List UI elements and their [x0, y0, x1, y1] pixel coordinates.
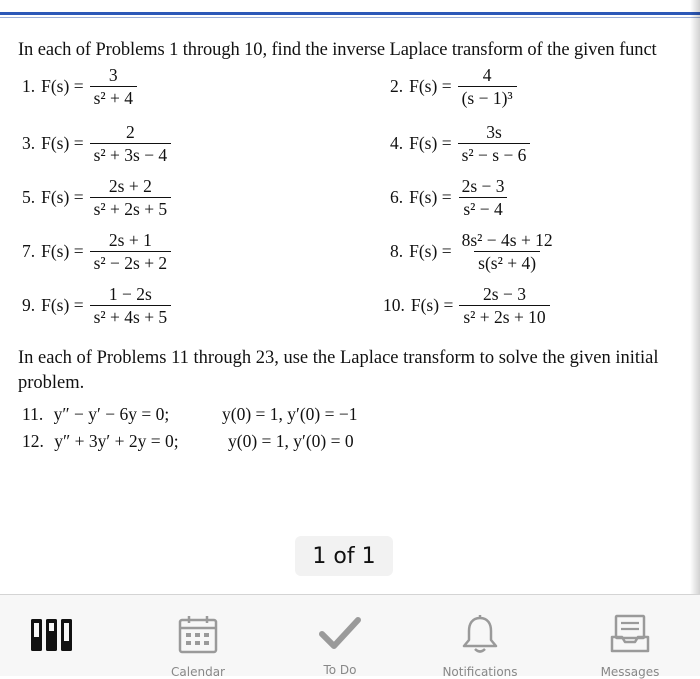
problems-11-23-instructions: [18, 346, 700, 396]
tab-label: Notifications: [442, 665, 518, 679]
problem-number: 10.: [383, 295, 405, 316]
problem-number: 6.: [390, 187, 404, 208]
problem-1: [22, 65, 137, 108]
problems-1-10-instructions: In each of Problems 1 through 10, find the inverse Laplace transform of the given funct: [18, 40, 657, 60]
fraction: [90, 122, 172, 165]
checkmark-icon: [316, 613, 364, 653]
numerator: 4: [482, 65, 492, 85]
fraction: [459, 284, 549, 327]
problem-6: [390, 176, 509, 219]
dashboard-icon: [28, 613, 76, 657]
numerator: 2: [126, 122, 135, 142]
denominator: s(s² + 4): [474, 251, 540, 273]
tab-calendar[interactable]: [138, 595, 258, 679]
instruction-line: problem.: [18, 373, 85, 393]
problem-number: 8.: [390, 241, 404, 262]
problem-number: 4.: [390, 133, 404, 154]
inbox-icon: [606, 613, 654, 655]
problem-lhs: F(s) =: [409, 76, 452, 97]
problem-12: [22, 431, 354, 452]
problem-number: 11.: [22, 404, 44, 424]
problem-11: [22, 404, 358, 425]
denominator: s² + 2s + 10: [459, 305, 549, 327]
fraction: [458, 230, 557, 273]
calendar-icon: [174, 613, 222, 655]
tab-dashboard[interactable]: [0, 595, 112, 676]
problem-7: [22, 230, 171, 273]
problem-lhs: F(s) =: [409, 241, 452, 262]
bell-icon: [456, 613, 504, 655]
numerator: 2s − 3: [461, 176, 505, 196]
denominator: s² − 4: [459, 197, 506, 219]
problem-9: [22, 284, 171, 327]
denominator: s² + 4: [90, 86, 137, 108]
denominator: s² + 3s − 4: [90, 143, 172, 165]
problem-10: [383, 284, 550, 327]
fraction: [458, 65, 517, 108]
denominator: (s − 1)³: [458, 86, 517, 108]
document-viewer[interactable]: [0, 20, 700, 580]
problem-lhs: F(s) =: [409, 133, 452, 154]
tab-notifications[interactable]: [420, 595, 540, 679]
problem-8: [390, 230, 557, 273]
problem-lhs: F(s) =: [41, 241, 84, 262]
tab-messages[interactable]: [570, 595, 690, 679]
problem-lhs: F(s) =: [41, 295, 84, 316]
tab-label: Messages: [600, 665, 660, 679]
numerator: 2s + 1: [108, 230, 152, 250]
denominator: s² − 2s + 2: [90, 251, 172, 273]
page-edge-shadow: [690, 0, 700, 594]
tab-label: Calendar: [171, 665, 225, 679]
ode-equation: y″ + 3y′ + 2y = 0;: [54, 431, 179, 451]
top-accent-bar: [0, 12, 700, 15]
problem-number: 5.: [22, 187, 36, 208]
problem-2: [390, 65, 517, 108]
problem-4: [390, 122, 530, 165]
numerator: 8s² − 4s + 12: [461, 230, 553, 250]
initial-conditions: y(0) = 1, y′(0) = 0: [228, 431, 354, 451]
numerator: 1 − 2s: [108, 284, 152, 304]
problem-lhs: F(s) =: [41, 133, 84, 154]
ode-equation: y″ − y′ − 6y = 0;: [53, 404, 170, 424]
tab-todo[interactable]: [280, 595, 400, 676]
fraction: [458, 122, 531, 165]
initial-conditions: y(0) = 1, y′(0) = −1: [222, 404, 358, 424]
fraction: [90, 176, 172, 219]
page-counter: 1 of 1: [295, 536, 393, 576]
fraction: [90, 230, 172, 273]
fraction: [90, 65, 137, 108]
problem-lhs: F(s) =: [41, 187, 84, 208]
numerator: 3: [108, 65, 118, 85]
problem-number: 3.: [22, 133, 36, 154]
problem-number: 7.: [22, 241, 36, 262]
fraction: [458, 176, 509, 219]
fraction: [90, 284, 172, 327]
problem-3: [22, 122, 171, 165]
problem-lhs: F(s) =: [410, 295, 454, 316]
problem-5: [22, 176, 171, 219]
denominator: s² − s − 6: [458, 143, 531, 165]
problem-lhs: F(s) =: [41, 76, 84, 97]
bottom-tab-bar: [0, 594, 700, 679]
tab-label: To Do: [323, 663, 357, 677]
problem-number: 12.: [22, 431, 44, 451]
problem-number: 2.: [390, 76, 404, 97]
numerator: 3s: [486, 122, 502, 142]
problem-number: 1.: [22, 76, 36, 97]
numerator: 2s − 3: [483, 284, 526, 304]
problem-lhs: F(s) =: [409, 187, 452, 208]
denominator: s² + 2s + 5: [90, 197, 172, 219]
numerator: 2s + 2: [108, 176, 152, 196]
denominator: s² + 4s + 5: [90, 305, 172, 327]
top-accent-line: [0, 17, 700, 18]
problem-number: 9.: [22, 295, 36, 316]
instruction-line: In each of Problems 11 through 23, use the Laplace transform to solve the given initial: [18, 348, 659, 368]
